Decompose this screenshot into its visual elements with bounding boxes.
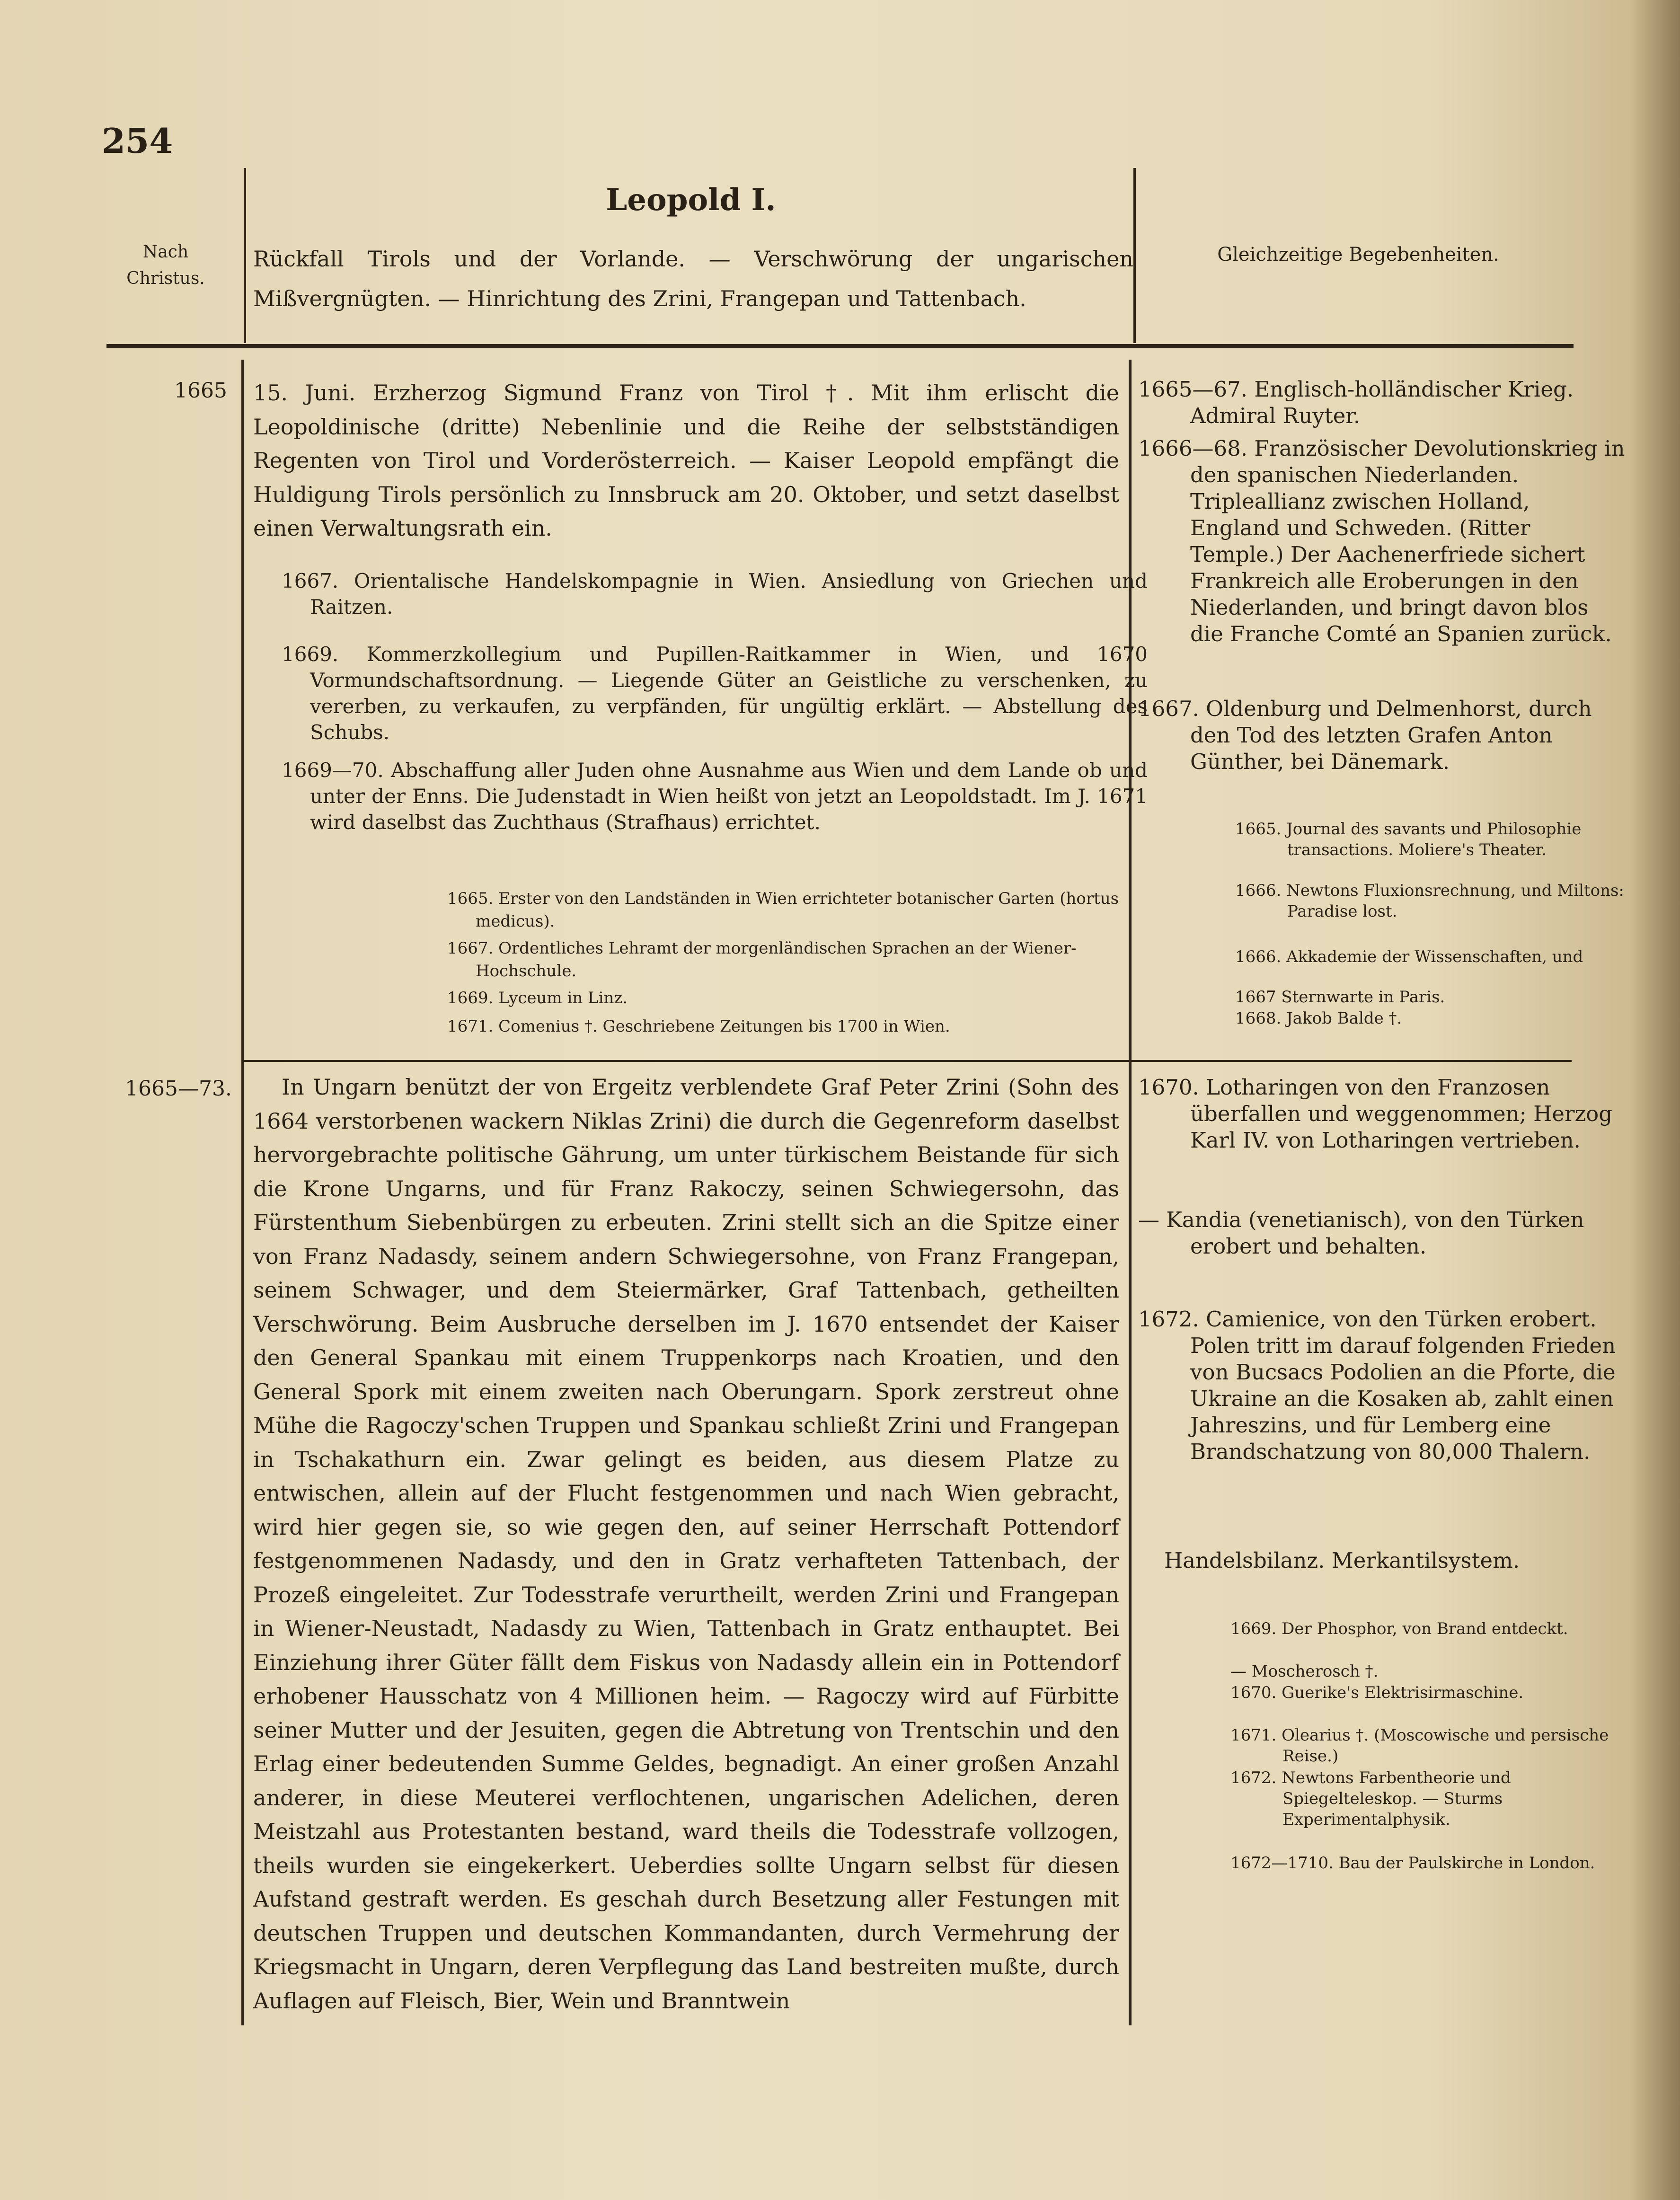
page-number: 254 bbox=[102, 121, 173, 161]
page-title: Leopold I. bbox=[606, 182, 776, 218]
event-entry: 1666—68. Französischer Devolutionskrieg in den spanischen Niederlanden. Tripleallianz zwischen Holland, England und Schweden. (Ritter Temple.) Der Aachenerfriede sichert Frankreich alle Eroberungen in den Niederlanden, und bringt davon blos die Franche Comté an Spanien zurück. bbox=[1138, 436, 1625, 646]
sub-entry: 1669. Kommerzkollegium und Pupillen-Raitkammer in Wien, und 1670 Vormundschaftsordnung. — Liegende Güter an Geistliche zu verschenken, zu vererben, zu verkaufen, zu verpfänden, für ungültig erklärt. — Abstellung des Schubs. bbox=[282, 643, 1148, 744]
note-entry: 1666. Newtons Fluxionsrechnung, und Miltons: Paradise lost. bbox=[1235, 881, 1624, 921]
event-entry: 1672. Camienice, von den Türken erobert. Polen tritt im darauf folgenden Frieden von Bucsacs Podolien an die Pforte, die Ukraine an die Kosaken ab, zahlt einen Jahreszins, und für Lemberg eine Brandschatzung von 80,000 Thalern. bbox=[1138, 1307, 1616, 1464]
sub-entry: 1669—70. Abschaffung aller Juden ohne Ausnahme aus Wien und dem Lande ob und unter der Enns. Die Judenstadt in Wien heißt von jetzt an Leopoldstadt. Im J. 1671 wird daselbst das Zuchthaus (Strafhaus) errichtet. bbox=[282, 759, 1148, 834]
header-right-label: Gleichzeitige Begebenheiten. bbox=[1217, 244, 1499, 265]
note-entry: 1667 Sternwarte in Paris. bbox=[1235, 988, 1445, 1007]
note-entry: 1668. Jakob Balde †. bbox=[1235, 1009, 1402, 1028]
note-entry: 1670. Guerike's Elektrisirmaschine. bbox=[1230, 1683, 1524, 1702]
note-entry: 1665. Erster von den Landständen in Wien errichteter botanischer Garten (hortus medicus). bbox=[447, 889, 1119, 931]
event-entry: 1665—67. Englisch-holländischer Krieg. Admiral Ruyter. bbox=[1138, 377, 1574, 428]
section-main-text: In Ungarn benützt der von Ergeitz verblendete Graf Peter Zrini (Sohn des 1664 verstorbenen wackern Niklas Zrini) die durch die Gegenreform daselbst hervorgebrachte politische Gährung, um unter türkischem Beistande für sich die Krone Ungarns, und für Franz Rakoczy, seinen Schwiegersohn, das Fürstenthum Siebenbürgen zu erbeuten. Zrini stellt sich an die Spitze einer von Franz Nadasdy, seinem andern Schwiegersohne, von Franz Frangepan, seinem Schwager, und dem Steiermärker, Graf Tattenbach, getheilten Verschwörung. Beim Ausbruche derselben im J. 1670 entsendet der Kaiser den General Spankau mit einem Truppenkorps nach Kroatien, und den General Spork mit einem zweiten nach Oberungarn. Spork zerstreut ohne Mühe die Ragoczy'schen Truppen und Spankau schließt Zrini und Frangepan in Tschakathurn ein. Zwar gelingt es beiden, aus diesem Platze zu entwischen, allein auf der Flucht festgenommen und nach Wien gebracht, wird hier gegen sie, so wie gegen den, auf seiner Herrschaft Pottendorf festgenommenen Nadasdy, und den in Gratz verhafteten Tattenbach, der Prozeß eingeleitet. Zur Todesstrafe verurtheilt, werden Zrini und Frangepan in Wiener-Neustadt, Nadasdy zu Wien, Tattenbach in Gratz enthauptet. Bei Einziehung ihrer Güter fällt dem Fiskus von Nadasdy allein ein in Pottendorf erhobener Hausschatz von 4 Millionen heim. — Ragoczy wird auf Fürbitte seiner Mutter und der Jesuiten, gegen die Abtretung von Trentschin und den Erlag einer bedeutenden Summe Geldes, begnadigt. An einer großen Anzahl anderer, in diese Meuterei verflochtenen, ungarischen Adelichen, deren Meistzahl aus Protestanten bestand, ward theils die Todesstrafe vollzogen, theils wurden sie eingekerkert. Ueberdies sollte Ungarn selbst für diesen Aufstand gestraft werden. Es geschah durch Besetzung aller Festungen mit deutschen Truppen und deutschen Kommandanten, durch Vermehrung der Kriegsmacht in Ungarn, deren Verpflegung das Land bestreiten mußte, durch Auflagen auf Fleisch, Bier, Wein und Branntwein bbox=[253, 1074, 1119, 2014]
right-divider bbox=[1132, 1060, 1572, 1062]
section-heading: Handelsbilanz. Merkantilsystem. bbox=[1164, 1548, 1520, 1573]
note-entry: 1665. Journal des savants und Philosophie transactions. Moliere's Theater. bbox=[1235, 820, 1582, 859]
page-subtitle: Rückfall Tirols und der Vorlande. — Verschwörung der ungarischen Mißvergnügten. — Hinrichtung des Zrini, Frangepan und Tattenbach. bbox=[253, 246, 1133, 311]
section-year: 1665 bbox=[174, 379, 227, 403]
note-entry: — Moscherosch †. bbox=[1230, 1662, 1379, 1681]
event-entry: 1670. Lotharingen von den Franzosen überfallen und weggenommen; Herzog Karl IV. von Lotharingen vertrieben. bbox=[1138, 1075, 1613, 1153]
note-entry: 1669. Lyceum in Linz. bbox=[447, 989, 628, 1007]
note-entry: 1671. Comenius †. Geschriebene Zeitungen bis 1700 in Wien. bbox=[447, 1017, 950, 1036]
note-entry: 1672. Newtons Farbentheorie und Spiegelteleskop. — Sturms Experimentalphysik. bbox=[1230, 1768, 1511, 1829]
note-entry: 1666. Akkademie der Wissenschaften, und bbox=[1235, 947, 1583, 966]
event-entry: — Kandia (venetianisch), von den Türken erobert und behalten. bbox=[1138, 1207, 1584, 1259]
section-year: 1665—73. bbox=[125, 1077, 232, 1101]
event-entry: 1667. Oldenburg und Delmenhorst, durch den Tod des letzten Grafen Anton Günther, bei Dänemark. bbox=[1138, 696, 1592, 774]
header-rule bbox=[106, 344, 1574, 348]
note-entry: 1672—1710. Bau der Paulskirche in London. bbox=[1230, 1854, 1595, 1873]
column-rule-left bbox=[241, 360, 244, 2025]
note-entry: 1669. Der Phosphor, von Brand entdeckt. bbox=[1230, 1619, 1568, 1638]
note-entry: 1671. Olearius †. (Moscowische und persische Reise.) bbox=[1230, 1726, 1609, 1766]
header-left-label: Nach Christus. bbox=[126, 242, 205, 288]
section-main-text: 15. Juni. Erzherzog Sigmund Franz von Tirol †. Mit ihm erlischt die Leopoldinische (dritte) Nebenlinie und die Reihe der selbstständigen Regenten von Tirol und Vorderösterreich. — Kaiser Leopold empfängt die Huldigung Tirols persönlich zu Innsbruck am 20. Oktober, und setzt daselbst einen Verwaltungsrath ein. bbox=[253, 380, 1119, 541]
sub-entry: 1667. Orientalische Handelskompagnie in Wien. Ansiedlung von Griechen und Raitzen. bbox=[282, 569, 1148, 618]
note-entry: 1667. Ordentliches Lehramt der morgenländischen Sprachen an der Wiener-Hochschule. bbox=[447, 939, 1077, 981]
section-divider bbox=[244, 1060, 1131, 1062]
